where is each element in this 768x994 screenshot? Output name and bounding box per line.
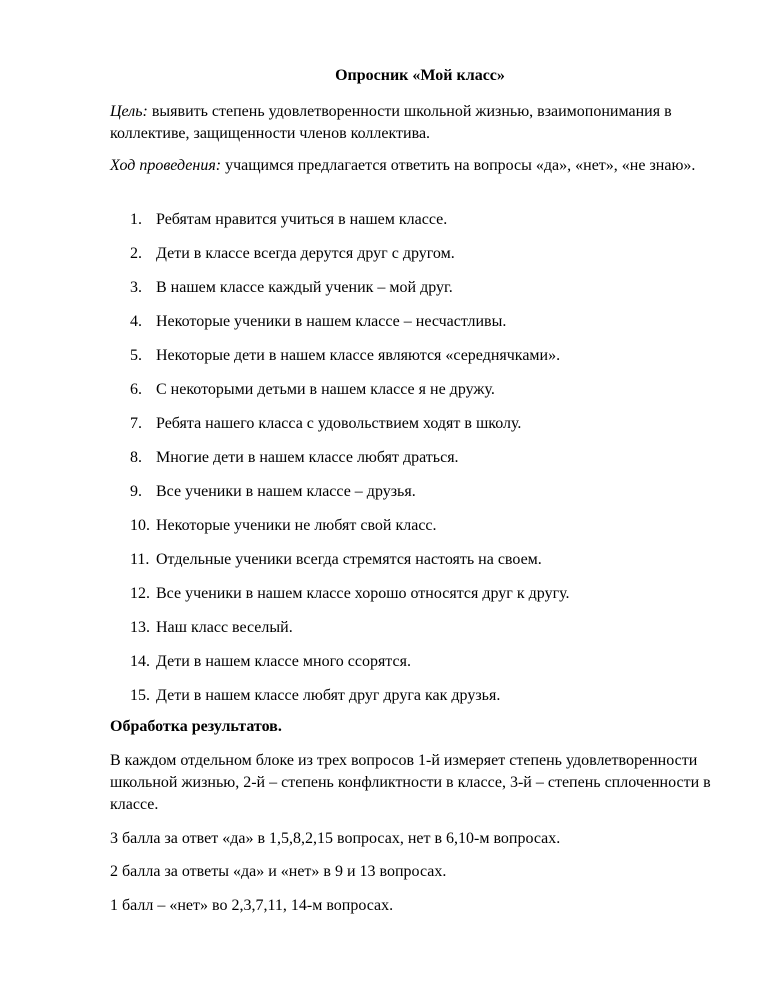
list-item [110, 346, 730, 380]
question-text: Отдельные ученики всегда стремятся настоять на своем. [156, 551, 542, 568]
results-paragraph-2: 3 балла за ответ «да» в 1,5,8,2,15 вопросах, нет в 6,10-м вопросах. [110, 830, 561, 847]
question-text: Все ученики в нашем классе – друзья. [156, 483, 416, 500]
question-number: 12. [130, 585, 150, 602]
goal-paragraph [110, 101, 730, 145]
goal-label: Цель: [110, 103, 148, 120]
list-item [110, 380, 730, 414]
question-number: 2. [130, 245, 142, 262]
list-item [110, 516, 730, 550]
question-text: С некоторыми детьми в нашем классе я не дружу. [156, 381, 495, 398]
results-heading: Обработка результатов. [110, 718, 282, 735]
question-number: 14. [130, 653, 150, 670]
question-text: Некоторые дети в нашем классе являются «середнячками». [156, 347, 561, 364]
question-text: В нашем классе каждый ученик – мой друг. [156, 279, 453, 296]
question-number: 5. [130, 347, 142, 364]
question-number: 11. [130, 551, 150, 568]
list-item [110, 210, 730, 244]
list-item [110, 312, 730, 346]
question-number: 15. [130, 687, 150, 704]
question-text: Наш класс веселый. [156, 619, 293, 636]
list-item [110, 482, 730, 516]
question-number: 10. [130, 517, 150, 534]
question-text: Дети в классе всегда дерутся друг с другом. [156, 245, 455, 262]
question-text: Дети в нашем классе любят друг друга как друзья. [156, 687, 501, 704]
list-item [110, 278, 730, 312]
list-item [110, 244, 730, 278]
list-item [110, 550, 730, 584]
list-item [110, 584, 730, 618]
question-number: 1. [130, 211, 142, 228]
list-item [110, 686, 730, 720]
question-number: 3. [130, 279, 142, 296]
question-number: 6. [130, 381, 142, 398]
question-number: 9. [130, 483, 142, 500]
results-paragraph-1: В каждом отдельном блоке из трех вопросов 1-й измеряет степень удовлетворенности школьной жизнью, 2-й – степень конфликтности в классе, 3-й – степень сплоченности в классе. [110, 752, 711, 813]
question-text: Дети в нашем классе много ссорятся. [156, 653, 411, 670]
list-item [110, 414, 730, 448]
question-number: 8. [130, 449, 142, 466]
question-number: 4. [130, 313, 142, 330]
question-number: 7. [130, 415, 142, 432]
results-paragraph-3: 2 балла за ответы «да» и «нет» в 9 и 13 вопросах. [110, 863, 447, 880]
question-text: Все ученики в нашем классе хорошо относятся друг к другу. [156, 585, 570, 602]
procedure-label: Ход проведения: [110, 157, 222, 174]
list-item [110, 618, 730, 652]
question-text: Некоторые ученики не любят свой класс. [156, 517, 437, 534]
question-text: Ребятам нравится учиться в нашем классе. [156, 211, 448, 228]
list-item [110, 652, 730, 686]
question-text: Ребята нашего класса с удовольствием ходят в школу. [156, 415, 522, 432]
results-paragraph-4: 1 балл – «нет» во 2,3,7,11, 14-м вопросах. [110, 897, 394, 914]
procedure-text: учащимся предлагается ответить на вопросы «да», «нет», «не знаю». [221, 157, 696, 174]
question-text: Некоторые ученики в нашем классе – несчастливы. [156, 313, 507, 330]
question-number: 13. [130, 619, 150, 636]
goal-text: выявить степень удовлетворенности школьной жизнью, взаимопонимания в коллективе, защищенности членов коллектива. [110, 103, 672, 142]
document-title: Опросник «Мой класс» [335, 67, 505, 84]
questions-list [110, 210, 730, 720]
procedure-paragraph [110, 155, 730, 177]
question-text: Многие дети в нашем классе любят драться. [156, 449, 459, 466]
list-item [110, 448, 730, 482]
